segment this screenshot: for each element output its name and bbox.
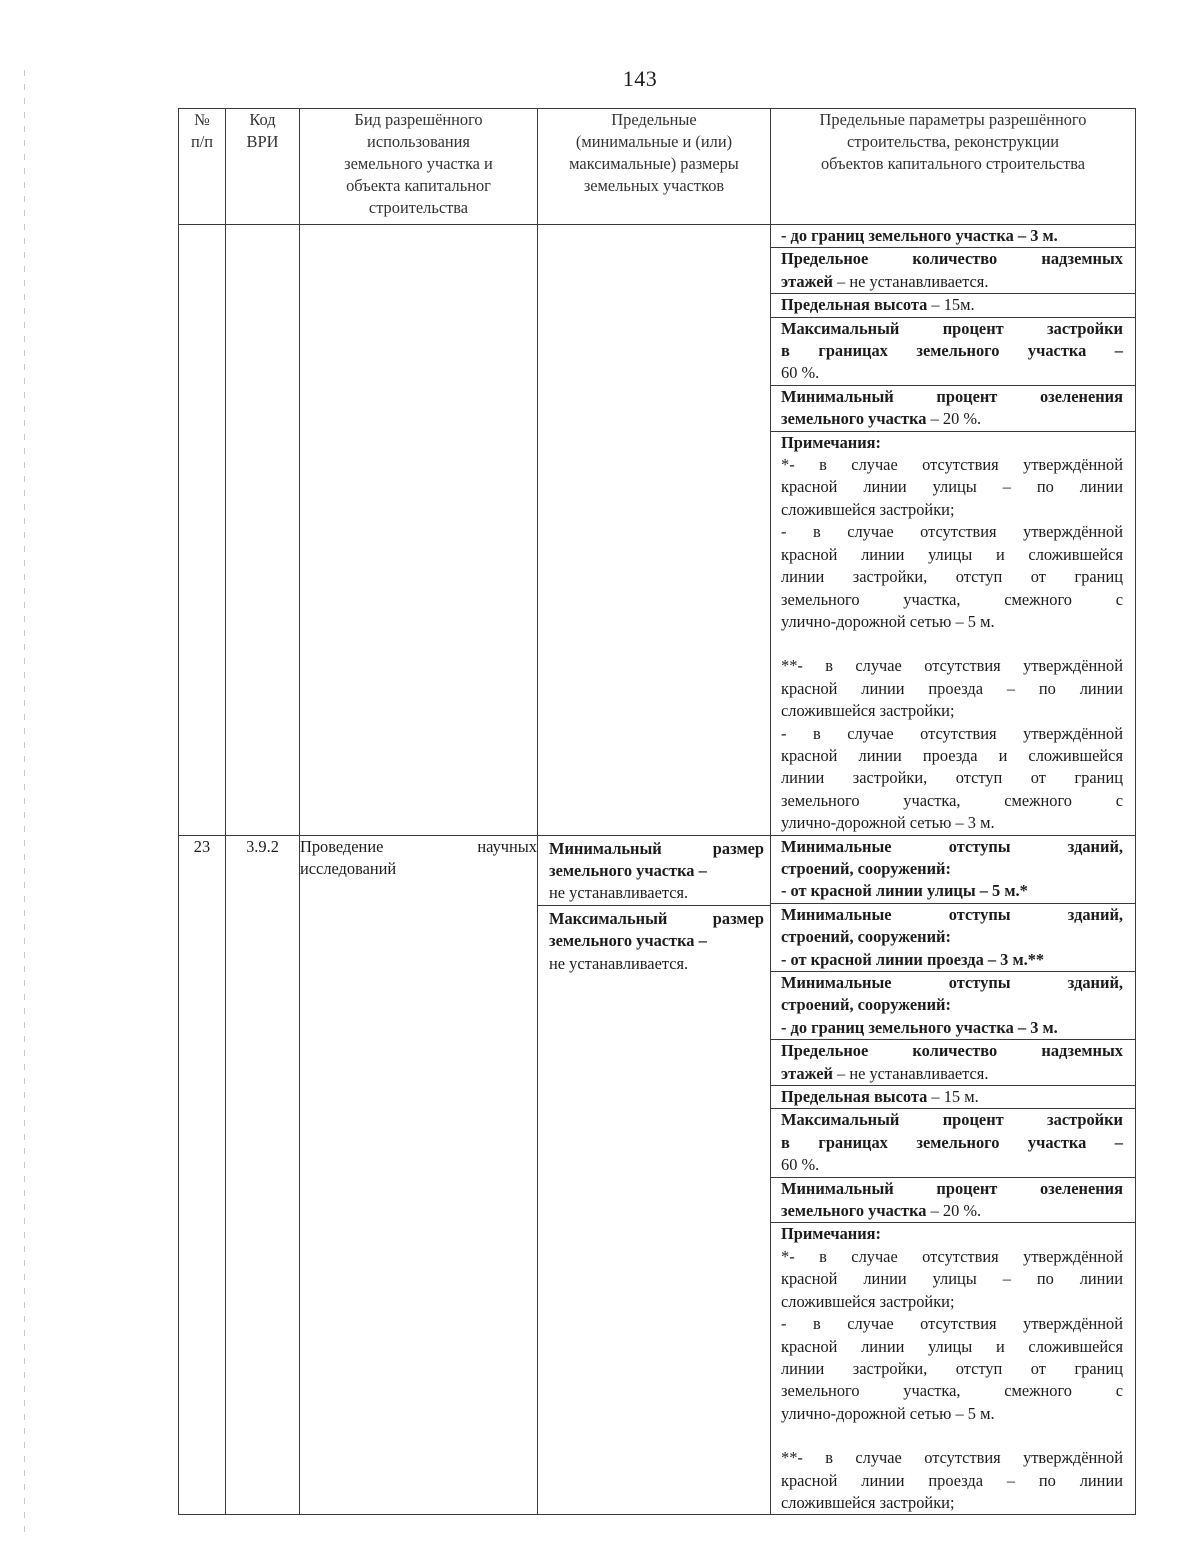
param-height: Предельная высота – 15м. xyxy=(771,293,1135,316)
cell-params xyxy=(771,835,1136,1515)
cell-num-empty xyxy=(179,225,226,836)
param-min-greenery: Минимальный процент озеленения земельного участка – 20 %. xyxy=(771,385,1135,431)
size-min: Минимальный размер земельного участка – не устанавливается. xyxy=(549,838,764,903)
param-floors: Предельное количество надземных этажей – не устанавливается. xyxy=(771,1039,1135,1085)
param-setback-passage: Минимальные отступы зданий, строений, сооружений: - от красной линии проезда – 3 м.** xyxy=(771,903,1135,971)
header-use: Бид разрешённого использования земельного участка и объекта капитальног строительства xyxy=(300,109,538,225)
cell-code: 3.9.2 xyxy=(226,835,300,1515)
header-size: Предельные (минимальные и (или) максимальные) размеры земельных участков xyxy=(538,109,771,225)
header-params: Предельные параметры разрешённого строительства, реконструкции объектов капитального строительства xyxy=(771,109,1136,225)
cell-size-empty xyxy=(538,225,771,836)
cell-code-empty xyxy=(226,225,300,836)
param-notes: Примечания: *- в случае отсутствия утверждённой красной линии улицы – по линии сложившейся застройки; - в случае отсутствия утверждённой красной линии улицы и сложившейся линии застройки, отступ от границ земельного участка, смежного с улично-дорожной сетью – 5 м. **- в случае отсутствия утверждённой красной линии проезда – по линии сложившейся застройки; xyxy=(771,1222,1135,1514)
param-height: Предельная высота – 15 м. xyxy=(771,1085,1135,1108)
param-max-coverage: Максимальный процент застройки в границах земельного участка – 60 %. xyxy=(771,1108,1135,1176)
table-row-continuation xyxy=(179,225,1136,836)
param-max-coverage: Максимальный процент застройки в границах земельного участка – 60 %. xyxy=(771,317,1135,385)
permitted-use-table xyxy=(178,108,1136,1515)
size-max: Максимальный размер земельного участка – не устанавливается. xyxy=(538,905,770,975)
cell-use-empty xyxy=(300,225,538,836)
cell-use: Проведение научных исследований xyxy=(300,835,538,1515)
table-row-23 xyxy=(179,835,1136,1515)
scan-margin-artifact xyxy=(24,70,25,1540)
table-header-row xyxy=(179,109,1136,225)
cell-params-continuation xyxy=(771,225,1136,836)
header-code: Код ВРИ xyxy=(226,109,300,225)
cell-num: 23 xyxy=(179,835,226,1515)
param-notes: Примечания: *- в случае отсутствия утверждённой красной линии улицы – по линии сложившейся застройки; - в случае отсутствия утверждённой красной линии улицы и сложившейся линии застройки, отступ от границ земельного участка, смежного с улично-дорожной сетью – 5 м. **- в случае отсутствия утверждённой красной линии проезда – по линии сложившейся застройки; - в случае отсутствия утверждённой красной линии проезда и сложившейся линии застройки, отступ от границ земельного участка, смежного с улично-дорожной сетью – 3 м. xyxy=(771,431,1135,835)
cell-size xyxy=(538,835,771,1515)
param-setback-street: Минимальные отступы зданий, строений, сооружений: - от красной линии улицы – 5 м.* xyxy=(781,836,1123,901)
param-min-greenery: Минимальный процент озеленения земельного участка – 20 %. xyxy=(771,1177,1135,1223)
param-boundary-setback: - до границ земельного участка – 3 м. xyxy=(781,226,1058,245)
page-number: 143 xyxy=(622,66,658,91)
param-floors: Предельное количество надземных этажей – не устанавливается. xyxy=(771,247,1135,293)
header-num: № п/п xyxy=(179,109,226,225)
param-setback-boundary: Минимальные отступы зданий, строений, сооружений: - до границ земельного участка – 3 м. xyxy=(771,971,1135,1039)
